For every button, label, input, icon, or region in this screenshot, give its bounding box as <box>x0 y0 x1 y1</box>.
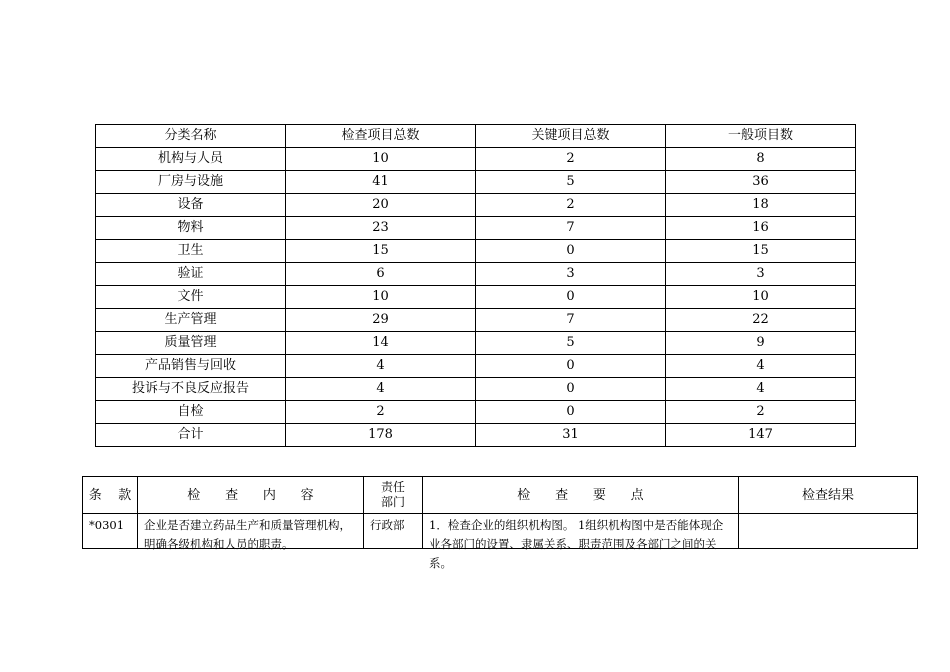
cell-total: 15 <box>286 240 476 263</box>
cell-category: 设备 <box>96 194 286 217</box>
cell-category: 厂房与设施 <box>96 171 286 194</box>
cell-category: 自检 <box>96 401 286 424</box>
table-row <box>96 332 856 355</box>
cell-key: 2 <box>476 194 666 217</box>
table-row <box>96 263 856 286</box>
cell-total: 178 <box>286 424 476 447</box>
cell-key: 7 <box>476 217 666 240</box>
header-total-items: 检查项目总数 <box>286 125 476 148</box>
table-row <box>96 171 856 194</box>
cell-total: 23 <box>286 217 476 240</box>
cell-category: 卫生 <box>96 240 286 263</box>
cell-department: 行政部 <box>364 514 423 549</box>
header-department-line2: 部门 <box>380 495 405 509</box>
cell-total: 14 <box>286 332 476 355</box>
cell-key: 0 <box>476 355 666 378</box>
header-points: 检 查 要 点 <box>423 477 739 514</box>
cell-total: 4 <box>286 378 476 401</box>
table-row <box>96 148 856 171</box>
cell-key: 0 <box>476 240 666 263</box>
cell-total: 29 <box>286 309 476 332</box>
table-row <box>83 514 918 549</box>
cell-general: 9 <box>666 332 856 355</box>
cell-category: 合计 <box>96 424 286 447</box>
header-content: 检 查 内 容 <box>138 477 364 514</box>
cell-key: 7 <box>476 309 666 332</box>
cell-general: 4 <box>666 355 856 378</box>
table-row <box>96 240 856 263</box>
checklist-header-row <box>83 477 918 514</box>
cell-general: 16 <box>666 217 856 240</box>
cell-key: 0 <box>476 401 666 424</box>
cell-category: 产品销售与回收 <box>96 355 286 378</box>
summary-table <box>95 124 856 447</box>
table-row <box>96 194 856 217</box>
cell-total: 10 <box>286 286 476 309</box>
table-row <box>96 378 856 401</box>
cell-general: 3 <box>666 263 856 286</box>
cell-general: 18 <box>666 194 856 217</box>
cell-category: 文件 <box>96 286 286 309</box>
checklist-table <box>82 476 918 570</box>
header-result: 检查结果 <box>739 477 918 514</box>
header-clause: 条 款 <box>83 477 138 514</box>
cell-key: 0 <box>476 286 666 309</box>
cell-general: 8 <box>666 148 856 171</box>
cell-category: 物料 <box>96 217 286 240</box>
cell-general: 15 <box>666 240 856 263</box>
cell-category: 机构与人员 <box>96 148 286 171</box>
cell-category: 验证 <box>96 263 286 286</box>
cell-key: 31 <box>476 424 666 447</box>
header-key-items: 关键项目总数 <box>476 125 666 148</box>
table-row <box>96 286 856 309</box>
cell-total: 41 <box>286 171 476 194</box>
cell-clause: *0301 <box>83 514 138 549</box>
table-row-total <box>96 424 856 447</box>
cell-total: 6 <box>286 263 476 286</box>
cell-key: 5 <box>476 332 666 355</box>
cell-total: 10 <box>286 148 476 171</box>
cell-total: 2 <box>286 401 476 424</box>
cell-category: 投诉与不良反应报告 <box>96 378 286 401</box>
cell-general: 10 <box>666 286 856 309</box>
table-row <box>96 401 856 424</box>
header-department <box>364 477 423 514</box>
cell-general: 147 <box>666 424 856 447</box>
cell-category: 质量管理 <box>96 332 286 355</box>
summary-header-row <box>96 125 856 148</box>
cell-category: 生产管理 <box>96 309 286 332</box>
table-row <box>96 309 856 332</box>
cell-points: 1．检查企业的组织机构图。 1组织机构图中是否能体现企业各部门的设置、隶属关系、职责范围及各部门之间的关系。 <box>423 514 739 549</box>
cell-content: 企业是否建立药品生产和质量管理机构，明确各级机构和人员的职责。 <box>138 514 364 549</box>
cell-key: 2 <box>476 148 666 171</box>
cell-key: 0 <box>476 378 666 401</box>
cell-general: 22 <box>666 309 856 332</box>
cell-key: 3 <box>476 263 666 286</box>
header-general-items: 一般项目数 <box>666 125 856 148</box>
cell-total: 4 <box>286 355 476 378</box>
table-row <box>96 217 856 240</box>
header-category: 分类名称 <box>96 125 286 148</box>
cell-general: 36 <box>666 171 856 194</box>
cell-result <box>739 514 918 549</box>
header-department-line1: 责任 <box>380 480 405 494</box>
cell-general: 4 <box>666 378 856 401</box>
table-row <box>96 355 856 378</box>
cell-total: 20 <box>286 194 476 217</box>
cell-key: 5 <box>476 171 666 194</box>
cell-general: 2 <box>666 401 856 424</box>
